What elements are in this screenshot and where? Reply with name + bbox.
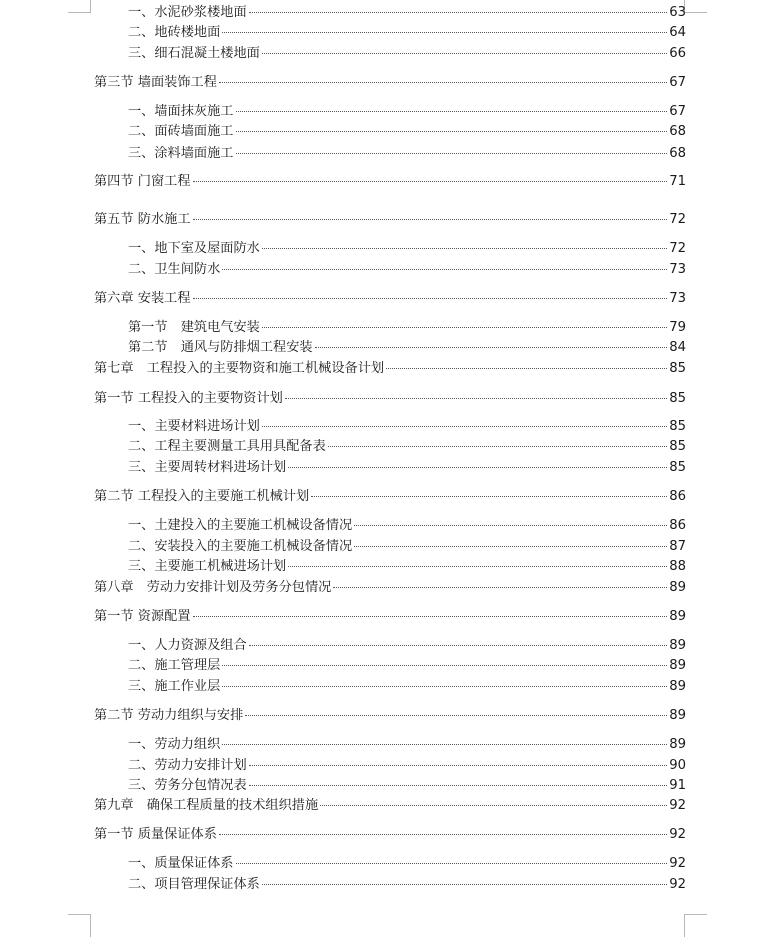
toc-entry[interactable] [0,173,686,191]
toc-page-number: 72 [669,241,686,256]
toc-dot-leader [236,111,668,112]
toc-dot-leader [245,715,667,716]
toc-page-number: 89 [669,609,686,624]
toc-dot-leader [219,834,667,835]
toc-page-number: 92 [669,798,686,813]
toc-dot-leader [222,269,667,270]
toc-entry-title: 三、涂料墙面施工 [128,146,234,161]
toc-entry[interactable] [0,876,686,894]
toc-entry-title: 第四节 门窗工程 [94,174,191,189]
toc-dot-leader [311,496,667,497]
toc-page-number: 67 [669,104,686,119]
toc-entry-title: 二、安装投入的主要施工机械设备情况 [128,539,353,554]
toc-dot-leader [236,863,668,864]
toc-entry-title: 第一节 建筑电气安装 [128,320,260,335]
toc-entry[interactable] [0,339,686,357]
toc-dot-leader [236,153,668,154]
toc-entry[interactable] [0,855,686,873]
toc-page-number: 66 [669,46,686,61]
toc-entry[interactable] [0,4,686,22]
toc-dot-leader [386,368,667,369]
toc-entry-title: 二、工程主要测量工具用具配备表 [128,439,326,454]
toc-dot-leader [193,219,668,220]
toc-dot-leader [354,546,667,547]
toc-dot-leader [354,525,667,526]
toc-entry[interactable] [0,211,686,229]
toc-dot-leader [222,744,667,745]
toc-entry[interactable] [0,608,686,626]
toc-entry[interactable] [0,757,686,775]
toc-dot-leader [288,566,667,567]
toc-entry-title: 二、劳动力安排计划 [128,758,247,773]
toc-dot-leader [222,686,667,687]
toc-page-number: 87 [669,539,686,554]
toc-entry[interactable] [0,24,686,42]
toc-dot-leader [249,765,668,766]
toc-entry-title: 第八章 劳动力安排计划及劳务分包情况 [94,580,332,595]
toc-entry[interactable] [0,777,686,795]
toc-page-number: 89 [669,679,686,694]
toc-entry[interactable] [0,145,686,163]
toc-entry[interactable] [0,826,686,844]
toc-entry[interactable] [0,736,686,754]
toc-entry-title: 第二节 劳动力组织与安排 [94,708,244,723]
toc-entry[interactable] [0,459,686,477]
toc-page-number: 84 [669,340,686,355]
toc-page-number: 92 [669,856,686,871]
toc-page-number: 88 [669,559,686,574]
toc-entry-title: 三、施工作业层 [128,679,221,694]
toc-entry-title: 第六章 安装工程 [94,291,191,306]
toc-page-number: 71 [669,174,686,189]
toc-entry[interactable] [0,103,686,121]
toc-page-number: 86 [669,518,686,533]
toc-entry-title: 二、面砖墙面施工 [128,124,234,139]
toc-entry-title: 二、项目管理保证体系 [128,877,260,892]
toc-entry-title: 一、人力资源及组合 [128,638,247,653]
toc-entry[interactable] [0,240,686,258]
toc-page-number: 86 [669,489,686,504]
toc-dot-leader [320,805,667,806]
toc-entry[interactable] [0,261,686,279]
toc-page-number: 73 [669,262,686,277]
toc-entry[interactable] [0,74,686,92]
toc-entry-title: 三、细石混凝土楼地面 [128,46,260,61]
toc-page-number: 89 [669,580,686,595]
toc-page-number: 67 [669,75,686,90]
toc-entry[interactable] [0,418,686,436]
toc-entry-title: 第九章 确保工程质量的技术组织措施 [94,798,319,813]
toc-dot-leader [193,181,668,182]
toc-dot-leader [219,82,667,83]
toc-page-number: 64 [669,25,686,40]
toc-entry-title: 第二节 通风与防排烟工程安装 [128,340,313,355]
toc-entry[interactable] [0,558,686,576]
toc-dot-leader [222,665,667,666]
toc-entry-title: 第一节 工程投入的主要物资计划 [94,391,283,406]
toc-entry-title: 一、劳动力组织 [128,737,221,752]
toc-entry-title: 一、主要材料进场计划 [128,419,260,434]
toc-page-number: 85 [669,439,686,454]
toc-page-number: 89 [669,638,686,653]
toc-page-number: 73 [669,291,686,306]
toc-dot-leader [193,616,668,617]
toc-entry-title: 二、地砖楼地面 [128,25,221,40]
toc-entry-title: 第二节 工程投入的主要施工机械计划 [94,489,310,504]
toc-dot-leader [193,298,668,299]
toc-dot-leader [222,32,667,33]
toc-dot-leader [262,53,667,54]
toc-dot-leader [249,785,668,786]
toc-entry-title: 第五节 防水施工 [94,212,191,227]
toc-entry[interactable] [0,290,686,308]
toc-page-number: 85 [669,391,686,406]
toc-entry-title: 二、施工管理层 [128,658,221,673]
toc-entry-title: 第七章 工程投入的主要物资和施工机械设备计划 [94,361,385,376]
toc-dot-leader [262,248,667,249]
toc-page-number: 85 [669,419,686,434]
toc-page-number: 85 [669,361,686,376]
toc-page-number: 89 [669,708,686,723]
toc-dot-leader [315,347,668,348]
toc-page-number: 92 [669,877,686,892]
toc-dot-leader [333,587,667,588]
toc-entry[interactable] [0,319,686,337]
toc-dot-leader [236,131,668,132]
toc-page-number: 91 [669,778,686,793]
toc-entry-title: 二、卫生间防水 [128,262,221,277]
toc-page-number: 63 [669,5,686,20]
toc-entry-title: 一、水泥砂浆楼地面 [128,5,247,20]
toc-page-number: 92 [669,827,686,842]
toc-dot-leader [328,446,667,447]
toc-page-number: 89 [669,737,686,752]
toc-dot-leader [288,467,667,468]
toc-dot-leader [285,398,667,399]
toc-entry[interactable] [0,797,686,815]
toc-entry-title: 第一节 资源配置 [94,609,191,624]
toc-entry[interactable] [0,637,686,655]
toc-entry[interactable] [0,45,686,63]
toc-page-number: 90 [669,758,686,773]
toc-dot-leader [262,884,667,885]
toc-page-number: 79 [669,320,686,335]
toc-entry[interactable] [0,488,686,506]
toc-entry-title: 三、劳务分包情况表 [128,778,247,793]
toc-dot-leader [262,426,667,427]
toc-dot-leader [249,12,668,13]
toc-entry[interactable] [0,538,686,556]
toc-entry[interactable] [0,579,686,597]
toc-entry[interactable] [0,390,686,408]
toc-page-number: 89 [669,658,686,673]
toc-dot-leader [249,645,668,646]
toc-entry[interactable] [0,360,686,378]
toc-entry-title: 一、墙面抹灰施工 [128,104,234,119]
toc-page-number: 72 [669,212,686,227]
toc-entry-title: 一、土建投入的主要施工机械设备情况 [128,518,353,533]
toc-entry-title: 第三节 墙面装饰工程 [94,75,217,90]
toc-entry[interactable] [0,123,686,141]
toc-entry-title: 三、主要周转材料进场计划 [128,460,287,475]
toc-page-number: 68 [669,124,686,139]
toc-page-number: 68 [669,146,686,161]
toc-dot-leader [262,327,667,328]
toc-entry[interactable] [0,678,686,696]
toc-entry[interactable] [0,707,686,725]
toc-entry-title: 第一节 质量保证体系 [94,827,217,842]
toc-entry-title: 一、质量保证体系 [128,856,234,871]
toc-entry-title: 三、主要施工机械进场计划 [128,559,287,574]
toc-entry-title: 一、地下室及屋面防水 [128,241,260,256]
toc-page-number: 85 [669,460,686,475]
toc-entry[interactable] [0,438,686,456]
toc-entry[interactable] [0,517,686,535]
toc-entry[interactable] [0,657,686,675]
